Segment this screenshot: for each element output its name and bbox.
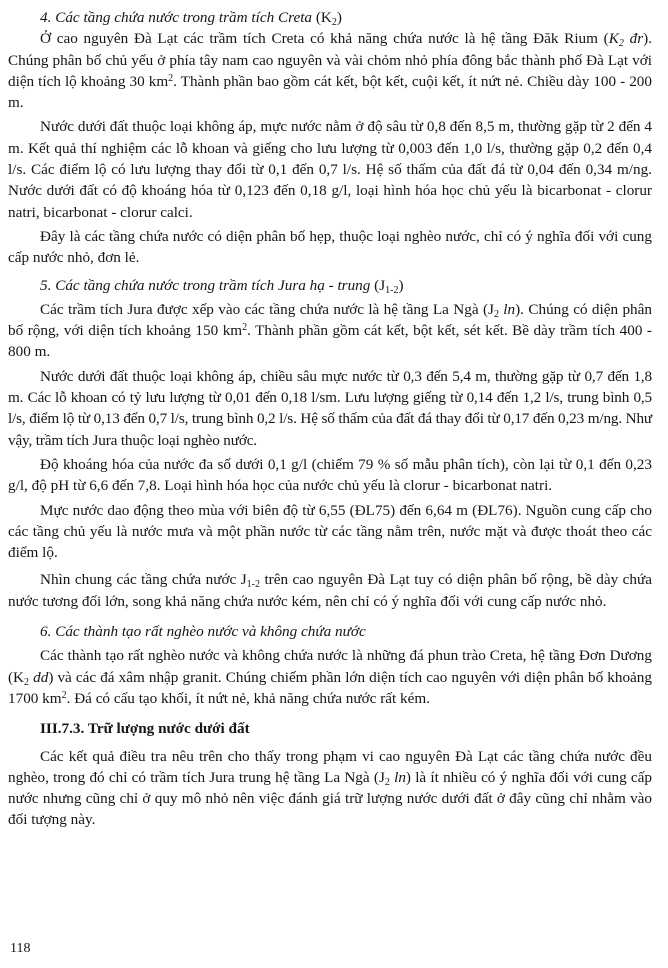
- paragraph-poor-formations: Các thành tạo rất nghèo nước và không chứa nước là những đá phun trào Creta, hệ tầng Đơn Dương ($K_2$ dd) và các đá xâm nhập granit. Chúng chiếm phần lớn diện tích cao nguyên với diện phân bố khoảng 1700 $km^2$. Đá có cấu tạo khối, ít nứt nẻ, khả năng chứa nước rất kém.: [8, 647, 652, 707]
- paragraph-jura-water-level: Mực nước dao động theo mùa với biên độ từ 6,55 (ĐL75) đến 6,64 m (ĐL76). Nguồn cung cấp cho các tầng chủ yếu là nước mưa và một phần nước từ các tầng nằm trên, nước mặt và được thoát theo các điểm lộ.: [8, 501, 652, 562]
- heading-poor-formations: 6. Các thành tạo rất nghèo nước và không chứa nước: [40, 623, 366, 641]
- heading-creta: 4. Các tầng chứa nước trong trầm tích Creta $(K_2)$: [40, 9, 342, 28]
- heading-jura: 5. Các tầng chứa nước trong trầm tích Jura hạ - trung $(J_{1-2})$: [40, 276, 404, 296]
- formula-k2: $(K_2)$: [315, 9, 342, 28]
- paragraph-reserves: Các kết quả điều tra nêu trên cho thấy trong phạm vi cao nguyên Đà Lạt các tầng chứa nước đều nghèo, trong đó chỉ có trầm tích Jura trung hệ tầng La Ngà ($J_2$ ln) là ít nhiều có ý nghĩa đối với cung cấp nước nhưng cũng chỉ ở quy mô nhỏ nên việc đánh giá trữ lượng nước dưới đất ở đây cũng chỉ nhằm vào đối tượng này.: [8, 747, 652, 829]
- paragraph-jura-conclusion: Nhìn chung các tầng chứa nước $J_{1-2}$ trên cao nguyên Đà Lạt tuy có diện phân bố rộng, bề dày chứa nước tương đối lớn, song khả năng chứa nước kém, nên chỉ có ý nghĩa đối với cung cấp nước nhỏ.: [8, 571, 652, 610]
- page-number: 118: [10, 941, 31, 956]
- paragraph-jura-mineralization: Độ khoáng hóa của nước đa số dưới 0,1 g/l (chiếm 79 % số mẫu phân tích), còn lại từ 0,1 đến 0,23 g/l, độ pH từ 6,6 đến 7,8. Loại hình hóa học của nước chủ yếu là clorur - bicarbonat natri.: [8, 455, 652, 495]
- formula-j12: $(J_{1-2})$: [374, 276, 404, 296]
- paragraph-creta-summary: Đây là các tầng chứa nước có diện phân bố hẹp, thuộc loại nghèo nước, chỉ có ý nghĩa đối với cung cấp nước nhỏ, đơn lẻ.: [8, 227, 652, 267]
- paragraph-creta-groundwater: Nước dưới đất thuộc loại không áp, mực nước nằm ở độ sâu từ 0,8 đến 8,5 m, thường gặp từ 2 đến 4 m. Kết quả thí nghiệm các lỗ khoan và giếng cho lưu lượng từ 0,003 đến 1,0 l/s, thường gặp 0,2 đến 0,4 l/s. Các điểm lộ có lưu lượng thay đổi từ 0,1 đến 0,7 l/s. Hệ số thấm của đất đá từ 0,04 đến 0,34 m/ng. Nước dưới đất có độ khoáng hóa từ 0,123 đến 0,18 g/l, loại hình hóa học chủ yếu là bicarbonat - clorur natri, bicarbonat - clorur calci.: [8, 118, 652, 221]
- section-title-groundwater-reserves: III.7.3. Trữ lượng nước dưới đất: [40, 720, 250, 738]
- paragraph-jura-groundwater: Nước dưới đất thuộc loại không áp, chiều sâu mực nước từ 0,3 đến 5,4 m, thường gặp từ 0,7 đến 1,8 m. Các lỗ khoan có tỷ lưu lượng từ 0,01 đến 0,18 l/sm. Lưu lượng giếng từ 0,14 đến 1,2 l/s, trung bình 0,5 l/s, điểm lộ từ 0,13 đến 0,7 l/s, trung bình 0,2 l/s. Hệ số thấm của đất đá thay đổi từ 0,17 đến 0,23 m/ng. Như vậy, trầm tích Jura thuộc loại nghèo nước.: [8, 367, 652, 449]
- page-content: [8, 7, 652, 831]
- paragraph-creta-intro: Ở cao nguyên Đà Lạt các trầm tích Creta có khả năng chứa nước là hệ tầng Đăk Rium ($K_2$ đr). Chúng phân bố chủ yếu ở phía tây nam cao nguyên và vài chỏm nhỏ phía đông bắc thành phố Đà Lạt với diện tích lộ khoảng 30 $km^2$. Thành phần bao gồm cát kết, bột kết, cuội kết, ít nứt nẻ. Chiều dày 100 - 200 m.: [8, 30, 652, 112]
- paragraph-jura-intro: Các trầm tích Jura được xếp vào các tầng chứa nước là hệ tầng La Ngà ($J_2$ ln). Chúng có diện phân bố rộng, với diện tích khoảng 150 $km^2$. Thành phần gồm cát kết, bột kết, sét kết. Bề dày trầm tích 400 - 800 m.: [8, 300, 652, 361]
